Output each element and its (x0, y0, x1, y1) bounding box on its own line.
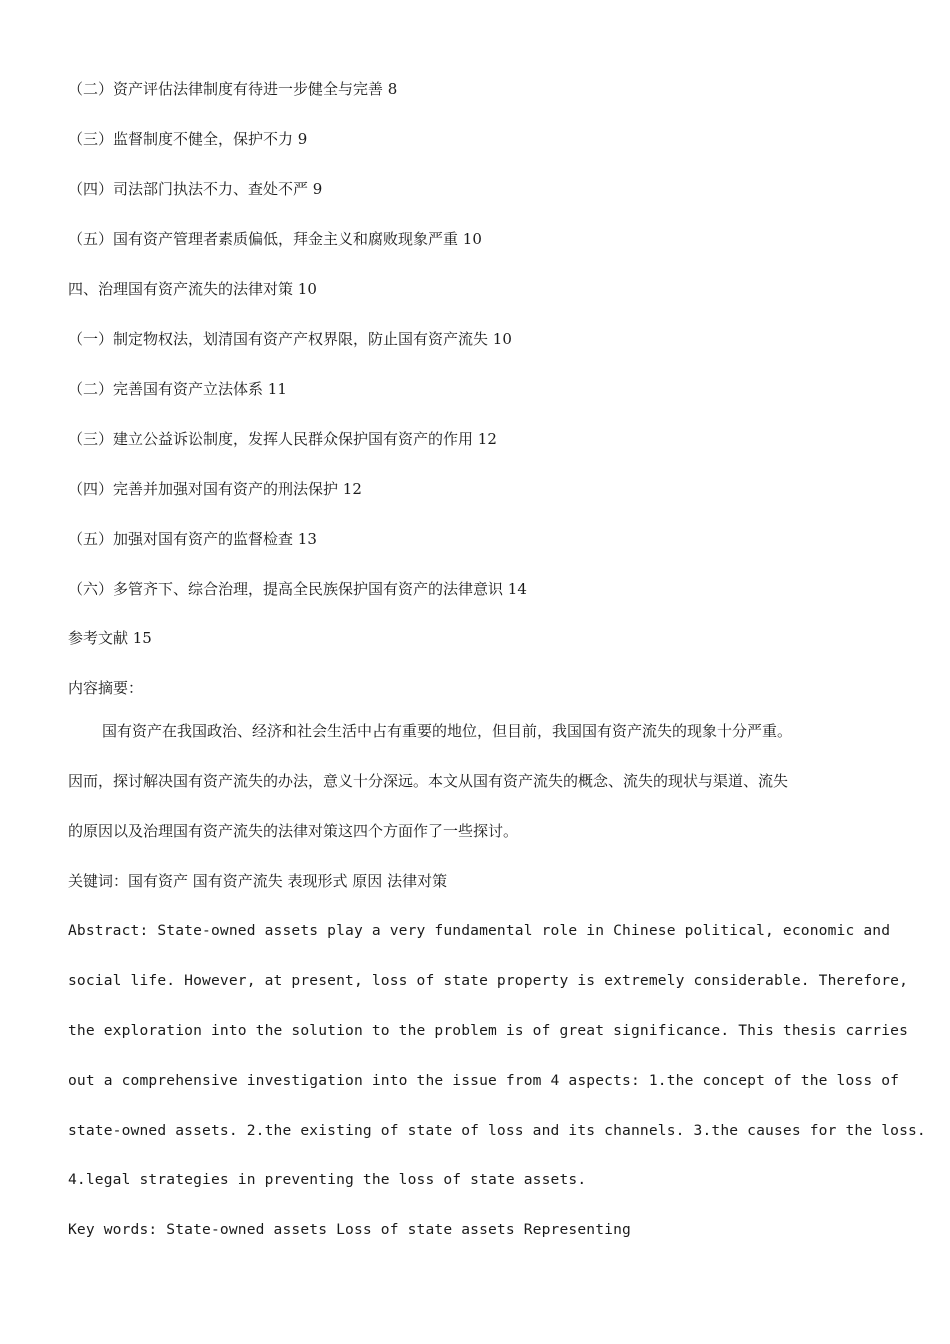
keywords-en: Key words: State-owned assets Loss of state assets Representing (68, 1221, 631, 1238)
abstract-cn-line-3: 的原因以及治理国有资产流失的法律对策这四个方面作了一些探讨。 (68, 822, 519, 840)
toc-entry-2-2: （二）资产评估法律制度有待进一步健全与完善 8 (68, 80, 398, 98)
abstract-cn-line-2: 因而，探讨解决国有资产流失的办法，意义十分深远。本文从国有资产流失的概念、流失的现状与渠道、流失 (68, 772, 789, 790)
abstract-en-line-6: 4.legal strategies in preventing the loss of state assets. (68, 1171, 587, 1188)
toc-entry-2-3: （三）监督制度不健全，保护不力 9 (68, 130, 308, 148)
abstract-en-line-3: the exploration into the solution to the problem is of great significance. This thesis carries (68, 1022, 909, 1039)
toc-entry-4-1: （一）制定物权法，划清国有资产产权界限，防止国有资产流失 10 (68, 330, 512, 348)
toc-entry-4-3: （三）建立公益诉讼制度，发挥人民群众保护国有资产的作用 12 (68, 430, 497, 448)
toc-entry-4-2: （二）完善国有资产立法体系 11 (68, 380, 287, 398)
toc-entry-references: 参考文献 15 (68, 629, 152, 647)
abstract-en-line-5: state-owned assets. 2.the existing of state of loss and its channels. 3.the causes for the loss. (68, 1122, 926, 1139)
toc-entry-2-5: （五）国有资产管理者素质偏低，拜金主义和腐败现象严重 10 (68, 230, 482, 248)
abstract-en-line-2: social life. However, at present, loss of state property is extremely considerable. Therefore, (68, 972, 909, 989)
keywords-cn: 关键词：国有资产 国有资产流失 表现形式 原因 法律对策 (68, 872, 448, 890)
toc-entry-section-4: 四、治理国有资产流失的法律对策 10 (68, 280, 317, 298)
abstract-cn-line-1: 国有资产在我国政治、经济和社会生活中占有重要的地位，但目前，我国国有资产流失的现象十分严重。 (102, 722, 793, 740)
abstract-cn-heading: 内容摘要： (68, 679, 144, 697)
toc-entry-4-4: （四）完善并加强对国有资产的刑法保护 12 (68, 480, 362, 498)
toc-entry-2-4: （四）司法部门执法不力、查处不严 9 (68, 180, 323, 198)
toc-entry-4-5: （五）加强对国有资产的监督检查 13 (68, 530, 317, 548)
abstract-en-line-1: Abstract: State-owned assets play a very fundamental role in Chinese political, economic and (68, 922, 891, 939)
toc-entry-4-6: （六）多管齐下、综合治理，提高全民族保护国有资产的法律意识 14 (68, 580, 527, 598)
abstract-en-line-4: out a comprehensive investigation into the issue from 4 aspects: 1.the concept of the loss of (68, 1072, 900, 1089)
